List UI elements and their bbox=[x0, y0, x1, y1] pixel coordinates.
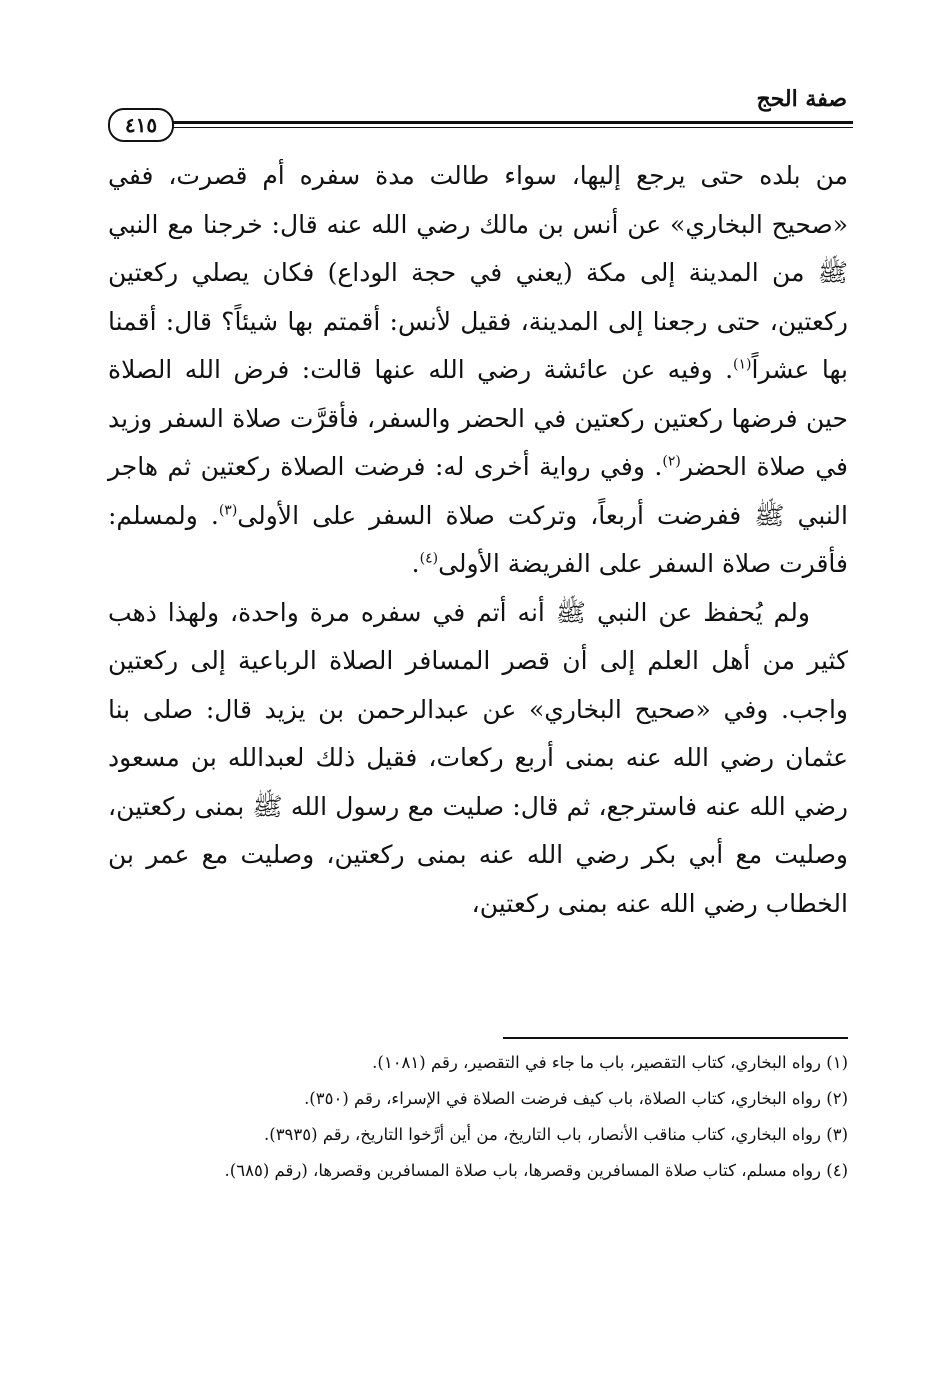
running-title: صفة الحج bbox=[756, 86, 847, 112]
footnote-ref-3: (٣) bbox=[218, 502, 238, 519]
main-text bbox=[108, 152, 848, 928]
footnote-ref-2: (٢) bbox=[662, 453, 681, 470]
paragraph-1-part-4: . ولمسلم: فأقرت صلاة السفر على الفريضة الأولى bbox=[108, 500, 848, 578]
footnote-ref-4: (٤) bbox=[419, 550, 439, 567]
page-number: ٤١٥ bbox=[108, 108, 174, 142]
paragraph-1-part-3: . وفي رواية أخرى له: فرضت الصلاة ركعتين ثم هاجر النبي ﷺ ففرضت أربعاً، وتركت صلاة السفر على الأولى bbox=[108, 452, 848, 530]
page-header bbox=[108, 86, 853, 142]
header-rule-thin bbox=[166, 127, 853, 128]
footnote-3: (٣) رواه البخاري، كتاب مناقب الأنصار، باب التاريخ، من أين أرَّخوا التاريخ، رقم (٣٩٣٥). bbox=[264, 1125, 848, 1144]
paragraph-1-part-2: . وفيه عن عائشة رضي الله عنها قالت: فرض الله الصلاة حين فرضها ركعتين ركعتين في الحضر والسفر، فأقرَّت صلاة السفر وزيد في صلاة الحضر bbox=[108, 355, 848, 481]
footnote-separator bbox=[503, 1037, 848, 1039]
footnote-1: (١) رواه البخاري، كتاب التقصير، باب ما جاء في التقصير، رقم (١٠٨١). bbox=[372, 1053, 848, 1072]
paragraph-1 bbox=[108, 152, 848, 589]
paragraph-1-part-1: من بلده حتى يرجع إليها، سواء طالت مدة سفره أم قصرت، ففي «صحيح البخاري» عن أنس بن مالك رضي الله عنه قال: خرجنا مع النبي ﷺ من المدينة إلى مكة (يعني في حجة الوداع) فكان يصلي ركعتين ركعتين، حتى رجعنا إلى المدينة، فقيل لأنس: أقمتم بها شيئاً؟ قال: أقمنا بها عشراً bbox=[108, 161, 848, 384]
paragraph-1-part-5: . bbox=[411, 549, 420, 578]
header-rule bbox=[166, 121, 853, 124]
footnote-ref-1: (١) bbox=[733, 356, 752, 373]
footnote-2: (٢) رواه البخاري، كتاب الصلاة، باب كيف فرضت الصلاة في الإسراء، رقم (٣٥٠). bbox=[304, 1089, 848, 1108]
footnote-4: (٤) رواه مسلم، كتاب صلاة المسافرين وقصرها، باب صلاة المسافرين وقصرها، (رقم (٦٨٥). bbox=[224, 1161, 848, 1180]
paragraph-2: ولم يُحفظ عن النبي ﷺ أنه أتم في سفره مرة واحدة، ولهذا ذهب كثير من أهل العلم إلى أن قصر المسافر الصلاة الرباعية إلى ركعتين واجب. وفي «صحيح البخاري» عن عبدالرحمن بن يزيد قال: صلى بنا عثمان رضي الله عنه بمنى أربع ركعات، فقيل ذلك لعبدالله بن مسعود رضي الله عنه فاسترجع، ثم قال: صليت مع رسول الله ﷺ بمنى ركعتين، وصليت مع أبي بكر رضي الله عنه بمنى ركعتين، وصليت مع عمر بن الخطاب رضي الله عنه بمنى ركعتين، bbox=[108, 597, 848, 918]
footnotes bbox=[108, 1048, 848, 1192]
